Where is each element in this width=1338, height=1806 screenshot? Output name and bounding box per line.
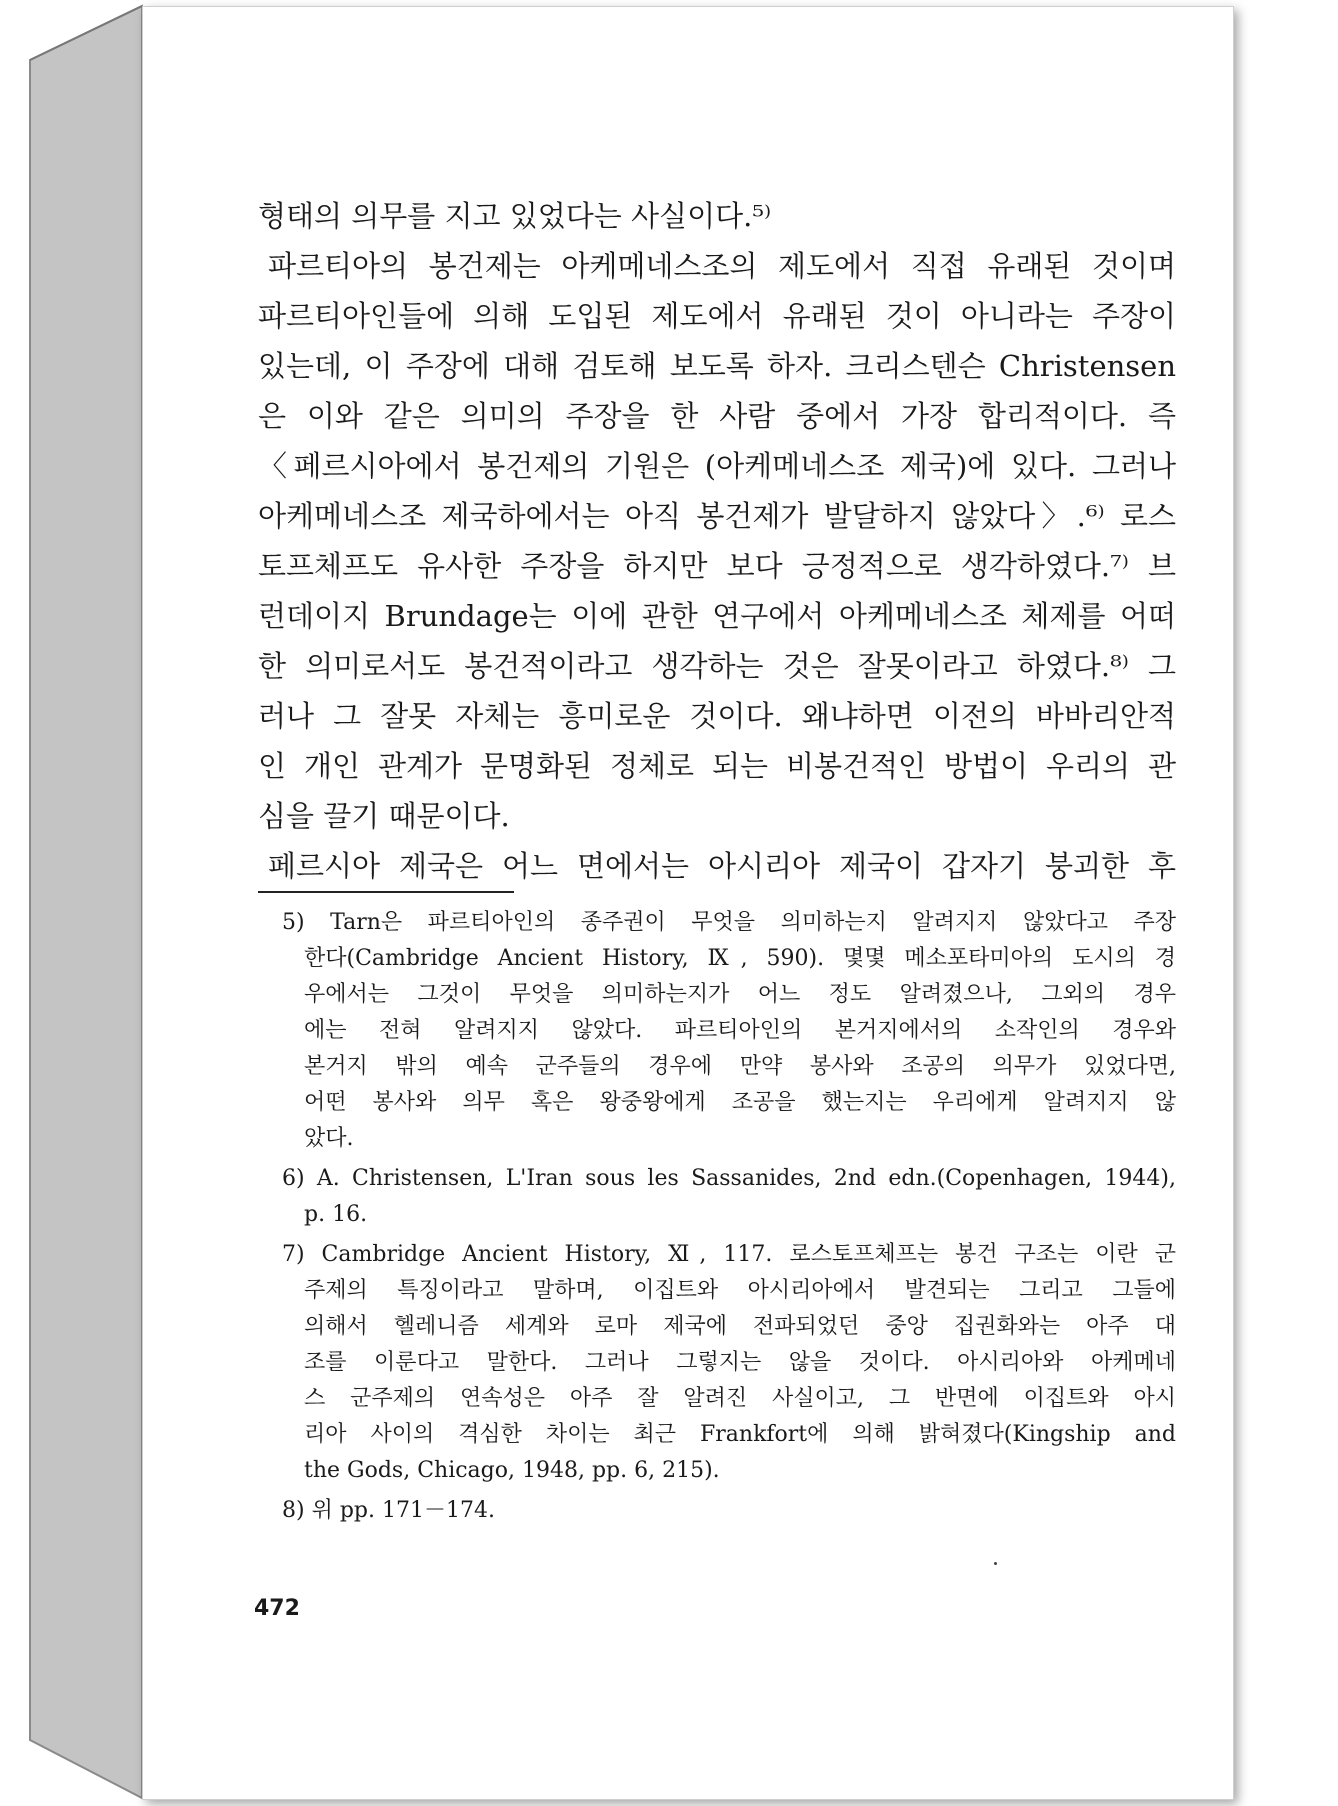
- body-line: 한 의미로서도 봉건적이라고 생각하는 것은 잘못이라고 하였다.⁸⁾ 그: [258, 649, 1176, 683]
- footnote-line: the Gods, Chicago, 1948, pp. 6, 215).: [304, 1458, 720, 1483]
- footnote-line: 5) Tarn은 파르티아인의 종주권이 무엇을 의미하는지 알려지지 않았다고 주장: [282, 910, 1176, 935]
- footnote-line: 우에서는 그것이 무엇을 의미하는지가 어느 정도 알려졌으나, 그외의 경우: [304, 982, 1176, 1007]
- footnote-line: 주제의 특징이라고 말하며, 이집트와 아시리아에서 발견되는 그리고 그들에: [304, 1278, 1176, 1303]
- footnote-line: 조를 이룬다고 말한다. 그러나 그렇지는 않을 것이다. 아시리아와 아케메네: [304, 1350, 1176, 1375]
- footnote-line: 6) A. Christensen, L'Iran sous les Sassanides, 2nd edn.(Copenhagen, 1944),: [282, 1166, 1176, 1191]
- body-line: 〈페르시아에서 봉건제의 기원은 (아케메네스조 제국)에 있다. 그러나: [258, 449, 1176, 483]
- speck-mark: [994, 1562, 997, 1565]
- book-spine: [0, 0, 160, 1806]
- page-number: 472: [254, 1596, 300, 1621]
- footnote-line: 본거지 밖의 예속 군주들의 경우에 만약 봉사와 조공의 의무가 있었다면,: [304, 1054, 1176, 1079]
- body-line: 러나 그 잘못 자체는 흥미로운 것이다. 왜냐하면 이전의 바바리안적: [258, 699, 1176, 733]
- footnote-divider: [258, 891, 514, 893]
- body-line: 심을 끌기 때문이다.: [258, 799, 510, 833]
- body-line: 파르티아의 봉건제는 아케메네스조의 제도에서 직접 유래된 것이며: [268, 249, 1176, 283]
- footnote-line: 의해서 헬레니즘 세계와 로마 제국에 전파되었던 중앙 집권화와는 아주 대: [304, 1314, 1176, 1339]
- body-line: 아케메네스조 제국하에서는 아직 봉건제가 발달하지 않았다〉.⁶⁾ 로스: [258, 499, 1176, 533]
- body-line: 파르티아인들에 의해 도입된 제도에서 유래된 것이 아니라는 주장이: [258, 299, 1176, 333]
- footnote-line: 스 군주제의 연속성은 아주 잘 알려진 사실이고, 그 반면에 이집트와 아시: [304, 1386, 1176, 1411]
- body-line: 런데이지 Brundage는 이에 관한 연구에서 아케메네스조 체제를 어떠: [258, 599, 1176, 633]
- footnote-line: 리아 사이의 격심한 차이는 최근 Frankfort에 의해 밝혀졌다(Kingship and: [304, 1422, 1176, 1447]
- footnote-line: 한다(Cambridge Ancient History, Ⅸ, 590). 몇몇 메소포타미아의 도시의 경: [304, 946, 1176, 971]
- body-line: 인 개인 관계가 문명화된 정체로 되는 비봉건적인 방법이 우리의 관: [258, 749, 1176, 783]
- footnote-line: 8) 위 pp. 171－174.: [282, 1498, 495, 1523]
- body-line: 있는데, 이 주장에 대해 검토해 보도록 하자. 크리스텐슨 Christensen: [258, 349, 1176, 383]
- body-line: 형태의 의무를 지고 있었다는 사실이다.⁵⁾: [258, 199, 772, 233]
- body-line: 페르시아 제국은 어느 면에서는 아시리아 제국이 갑자기 붕괴한 후: [268, 849, 1176, 883]
- footnote-line: 어떤 봉사와 의무 혹은 왕중왕에게 조공을 했는지는 우리에게 알려지지 않: [304, 1090, 1176, 1115]
- footnote-line: p. 16.: [304, 1202, 368, 1227]
- footnote-line: 았다.: [304, 1126, 354, 1151]
- footnote-line: 7) Cambridge Ancient History, Ⅺ, 117. 로스토프체프는 봉건 구조는 이란 군: [282, 1242, 1176, 1267]
- footnote-line: 에는 전혀 알려지지 않았다. 파르티아인의 본거지에서의 소작인의 경우와: [304, 1018, 1176, 1043]
- body-line: 토프체프도 유사한 주장을 하지만 보다 긍정적으로 생각하였다.⁷⁾ 브: [258, 549, 1176, 583]
- body-line: 은 이와 같은 의미의 주장을 한 사람 중에서 가장 합리적이다. 즉: [258, 399, 1176, 433]
